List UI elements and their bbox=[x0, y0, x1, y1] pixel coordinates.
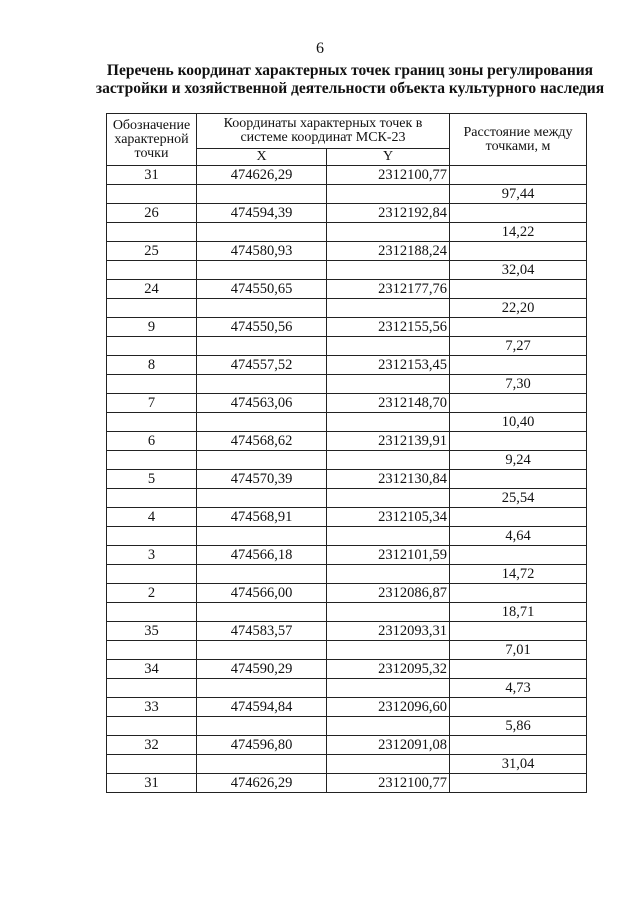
coord-y-empty bbox=[327, 337, 450, 356]
distance-empty bbox=[450, 508, 587, 527]
coord-x-empty bbox=[197, 603, 327, 622]
coord-y-empty bbox=[327, 185, 450, 204]
distance-row bbox=[107, 375, 587, 394]
coord-y: 2312096,60 bbox=[327, 698, 450, 717]
distance-value: 5,86 bbox=[450, 717, 587, 736]
coord-y: 2312093,31 bbox=[327, 622, 450, 641]
distance-row bbox=[107, 299, 587, 318]
distance-value: 7,01 bbox=[450, 641, 587, 660]
distance-row bbox=[107, 261, 587, 280]
distance-row bbox=[107, 603, 587, 622]
point-empty bbox=[107, 451, 197, 470]
point-id: 26 bbox=[107, 204, 197, 223]
point-id: 9 bbox=[107, 318, 197, 337]
point-id: 25 bbox=[107, 242, 197, 261]
table-body bbox=[107, 166, 587, 793]
coord-x-empty bbox=[197, 565, 327, 584]
distance-row bbox=[107, 223, 587, 242]
page-number: 6 bbox=[316, 40, 324, 57]
coord-x: 474566,00 bbox=[197, 584, 327, 603]
coord-x-empty bbox=[197, 679, 327, 698]
point-id: 3 bbox=[107, 546, 197, 565]
coord-x: 474570,39 bbox=[197, 470, 327, 489]
point-id: 7 bbox=[107, 394, 197, 413]
table-row bbox=[107, 470, 587, 489]
coord-y-empty bbox=[327, 527, 450, 546]
coord-y: 2312177,76 bbox=[327, 280, 450, 299]
point-id: 34 bbox=[107, 660, 197, 679]
distance-row bbox=[107, 413, 587, 432]
table-row bbox=[107, 318, 587, 337]
coord-x: 474626,29 bbox=[197, 166, 327, 185]
title-line-2: застройки и хозяйственной деятельности объекта культурного наследия bbox=[95, 80, 605, 97]
point-id: 31 bbox=[107, 166, 197, 185]
point-empty bbox=[107, 527, 197, 546]
distance-value: 32,04 bbox=[450, 261, 587, 280]
table-row bbox=[107, 774, 587, 793]
distance-row bbox=[107, 641, 587, 660]
coord-y: 2312100,77 bbox=[327, 166, 450, 185]
coord-y-empty bbox=[327, 679, 450, 698]
distance-empty bbox=[450, 660, 587, 679]
title-line-1: Перечень координат характерных точек границ зоны регулирования bbox=[106, 62, 594, 79]
distance-row bbox=[107, 337, 587, 356]
coord-y-empty bbox=[327, 603, 450, 622]
distance-value: 25,54 bbox=[450, 489, 587, 508]
distance-empty bbox=[450, 774, 587, 793]
coord-y: 2312153,45 bbox=[327, 356, 450, 375]
table-row bbox=[107, 508, 587, 527]
coord-y-empty bbox=[327, 755, 450, 774]
point-empty bbox=[107, 679, 197, 698]
distance-row bbox=[107, 527, 587, 546]
point-empty bbox=[107, 337, 197, 356]
table-row bbox=[107, 166, 587, 185]
distance-empty bbox=[450, 622, 587, 641]
point-id: 35 bbox=[107, 622, 197, 641]
coord-x: 474590,29 bbox=[197, 660, 327, 679]
coord-x-empty bbox=[197, 375, 327, 394]
table-row bbox=[107, 736, 587, 755]
table-row bbox=[107, 622, 587, 641]
point-empty bbox=[107, 641, 197, 660]
coordinates-table bbox=[106, 113, 587, 793]
coord-x: 474583,57 bbox=[197, 622, 327, 641]
point-id: 33 bbox=[107, 698, 197, 717]
point-id: 5 bbox=[107, 470, 197, 489]
point-id: 24 bbox=[107, 280, 197, 299]
coord-y: 2312130,84 bbox=[327, 470, 450, 489]
coord-x: 474563,06 bbox=[197, 394, 327, 413]
coord-x: 474594,84 bbox=[197, 698, 327, 717]
distance-empty bbox=[450, 432, 587, 451]
distance-empty bbox=[450, 584, 587, 603]
coord-x: 474550,56 bbox=[197, 318, 327, 337]
coord-x: 474557,52 bbox=[197, 356, 327, 375]
point-id: 32 bbox=[107, 736, 197, 755]
distance-empty bbox=[450, 242, 587, 261]
table-row bbox=[107, 432, 587, 451]
distance-row bbox=[107, 717, 587, 736]
distance-value: 4,73 bbox=[450, 679, 587, 698]
distance-value: 14,72 bbox=[450, 565, 587, 584]
point-empty bbox=[107, 565, 197, 584]
coord-x-empty bbox=[197, 261, 327, 280]
distance-value: 14,22 bbox=[450, 223, 587, 242]
coord-x: 474626,29 bbox=[197, 774, 327, 793]
coord-y: 2312100,77 bbox=[327, 774, 450, 793]
distance-empty bbox=[450, 470, 587, 489]
distance-value: 9,24 bbox=[450, 451, 587, 470]
coord-x-empty bbox=[197, 451, 327, 470]
coord-y-empty bbox=[327, 375, 450, 394]
point-id: 8 bbox=[107, 356, 197, 375]
table-row bbox=[107, 394, 587, 413]
distance-value: 10,40 bbox=[450, 413, 587, 432]
coord-x: 474550,65 bbox=[197, 280, 327, 299]
table-row bbox=[107, 546, 587, 565]
table-row bbox=[107, 280, 587, 299]
coord-x-empty bbox=[197, 337, 327, 356]
coord-y: 2312091,08 bbox=[327, 736, 450, 755]
distance-value: 22,20 bbox=[450, 299, 587, 318]
point-id: 6 bbox=[107, 432, 197, 451]
coord-y-empty bbox=[327, 641, 450, 660]
point-empty bbox=[107, 223, 197, 242]
coord-x: 474566,18 bbox=[197, 546, 327, 565]
distance-row bbox=[107, 185, 587, 204]
coord-x-empty bbox=[197, 641, 327, 660]
point-id: 31 bbox=[107, 774, 197, 793]
point-id: 2 bbox=[107, 584, 197, 603]
coord-x: 474568,62 bbox=[197, 432, 327, 451]
header-y: Y bbox=[327, 149, 450, 166]
document-title bbox=[60, 62, 640, 98]
distance-row bbox=[107, 679, 587, 698]
coord-y: 2312188,24 bbox=[327, 242, 450, 261]
distance-value: 18,71 bbox=[450, 603, 587, 622]
distance-row bbox=[107, 489, 587, 508]
point-empty bbox=[107, 261, 197, 280]
distance-empty bbox=[450, 356, 587, 375]
distance-empty bbox=[450, 280, 587, 299]
coord-x-empty bbox=[197, 223, 327, 242]
coord-x-empty bbox=[197, 299, 327, 318]
table-row bbox=[107, 584, 587, 603]
distance-empty bbox=[450, 736, 587, 755]
coord-y: 2312155,56 bbox=[327, 318, 450, 337]
distance-value: 7,27 bbox=[450, 337, 587, 356]
coord-y: 2312192,84 bbox=[327, 204, 450, 223]
coord-x: 474594,39 bbox=[197, 204, 327, 223]
coord-x-empty bbox=[197, 185, 327, 204]
distance-row bbox=[107, 755, 587, 774]
table-row bbox=[107, 356, 587, 375]
coord-y-empty bbox=[327, 489, 450, 508]
coord-x: 474568,91 bbox=[197, 508, 327, 527]
coord-y-empty bbox=[327, 261, 450, 280]
coord-y: 2312105,34 bbox=[327, 508, 450, 527]
distance-value: 97,44 bbox=[450, 185, 587, 204]
distance-empty bbox=[450, 318, 587, 337]
distance-empty bbox=[450, 698, 587, 717]
header-point: Обозначение характерной точки bbox=[107, 114, 197, 166]
point-empty bbox=[107, 413, 197, 432]
distance-value: 4,64 bbox=[450, 527, 587, 546]
point-empty bbox=[107, 717, 197, 736]
coord-x-empty bbox=[197, 413, 327, 432]
distance-value: 7,30 bbox=[450, 375, 587, 394]
point-empty bbox=[107, 755, 197, 774]
coord-y-empty bbox=[327, 223, 450, 242]
coord-x: 474596,80 bbox=[197, 736, 327, 755]
table-row bbox=[107, 242, 587, 261]
distance-row bbox=[107, 451, 587, 470]
point-empty bbox=[107, 489, 197, 508]
coord-y: 2312139,91 bbox=[327, 432, 450, 451]
coord-x-empty bbox=[197, 527, 327, 546]
header-x: X bbox=[197, 149, 327, 166]
coord-y: 2312101,59 bbox=[327, 546, 450, 565]
coord-x-empty bbox=[197, 489, 327, 508]
coord-y-empty bbox=[327, 451, 450, 470]
coord-y-empty bbox=[327, 299, 450, 318]
coord-y-empty bbox=[327, 413, 450, 432]
coord-y-empty bbox=[327, 565, 450, 584]
distance-row bbox=[107, 565, 587, 584]
coord-y-empty bbox=[327, 717, 450, 736]
point-empty bbox=[107, 299, 197, 318]
coord-y: 2312086,87 bbox=[327, 584, 450, 603]
coord-x: 474580,93 bbox=[197, 242, 327, 261]
point-id: 4 bbox=[107, 508, 197, 527]
point-empty bbox=[107, 603, 197, 622]
coord-y: 2312095,32 bbox=[327, 660, 450, 679]
header-coordinates: Координаты характерных точек в системе координат МСК-23 bbox=[197, 114, 450, 149]
table-row bbox=[107, 660, 587, 679]
distance-value: 31,04 bbox=[450, 755, 587, 774]
coord-x-empty bbox=[197, 717, 327, 736]
coord-x-empty bbox=[197, 755, 327, 774]
point-empty bbox=[107, 375, 197, 394]
point-empty bbox=[107, 185, 197, 204]
distance-empty bbox=[450, 394, 587, 413]
distance-empty bbox=[450, 166, 587, 185]
table-row bbox=[107, 204, 587, 223]
distance-empty bbox=[450, 546, 587, 565]
header-distance: Расстояние между точками, м bbox=[450, 114, 587, 166]
table-row bbox=[107, 698, 587, 717]
distance-empty bbox=[450, 204, 587, 223]
coord-y: 2312148,70 bbox=[327, 394, 450, 413]
